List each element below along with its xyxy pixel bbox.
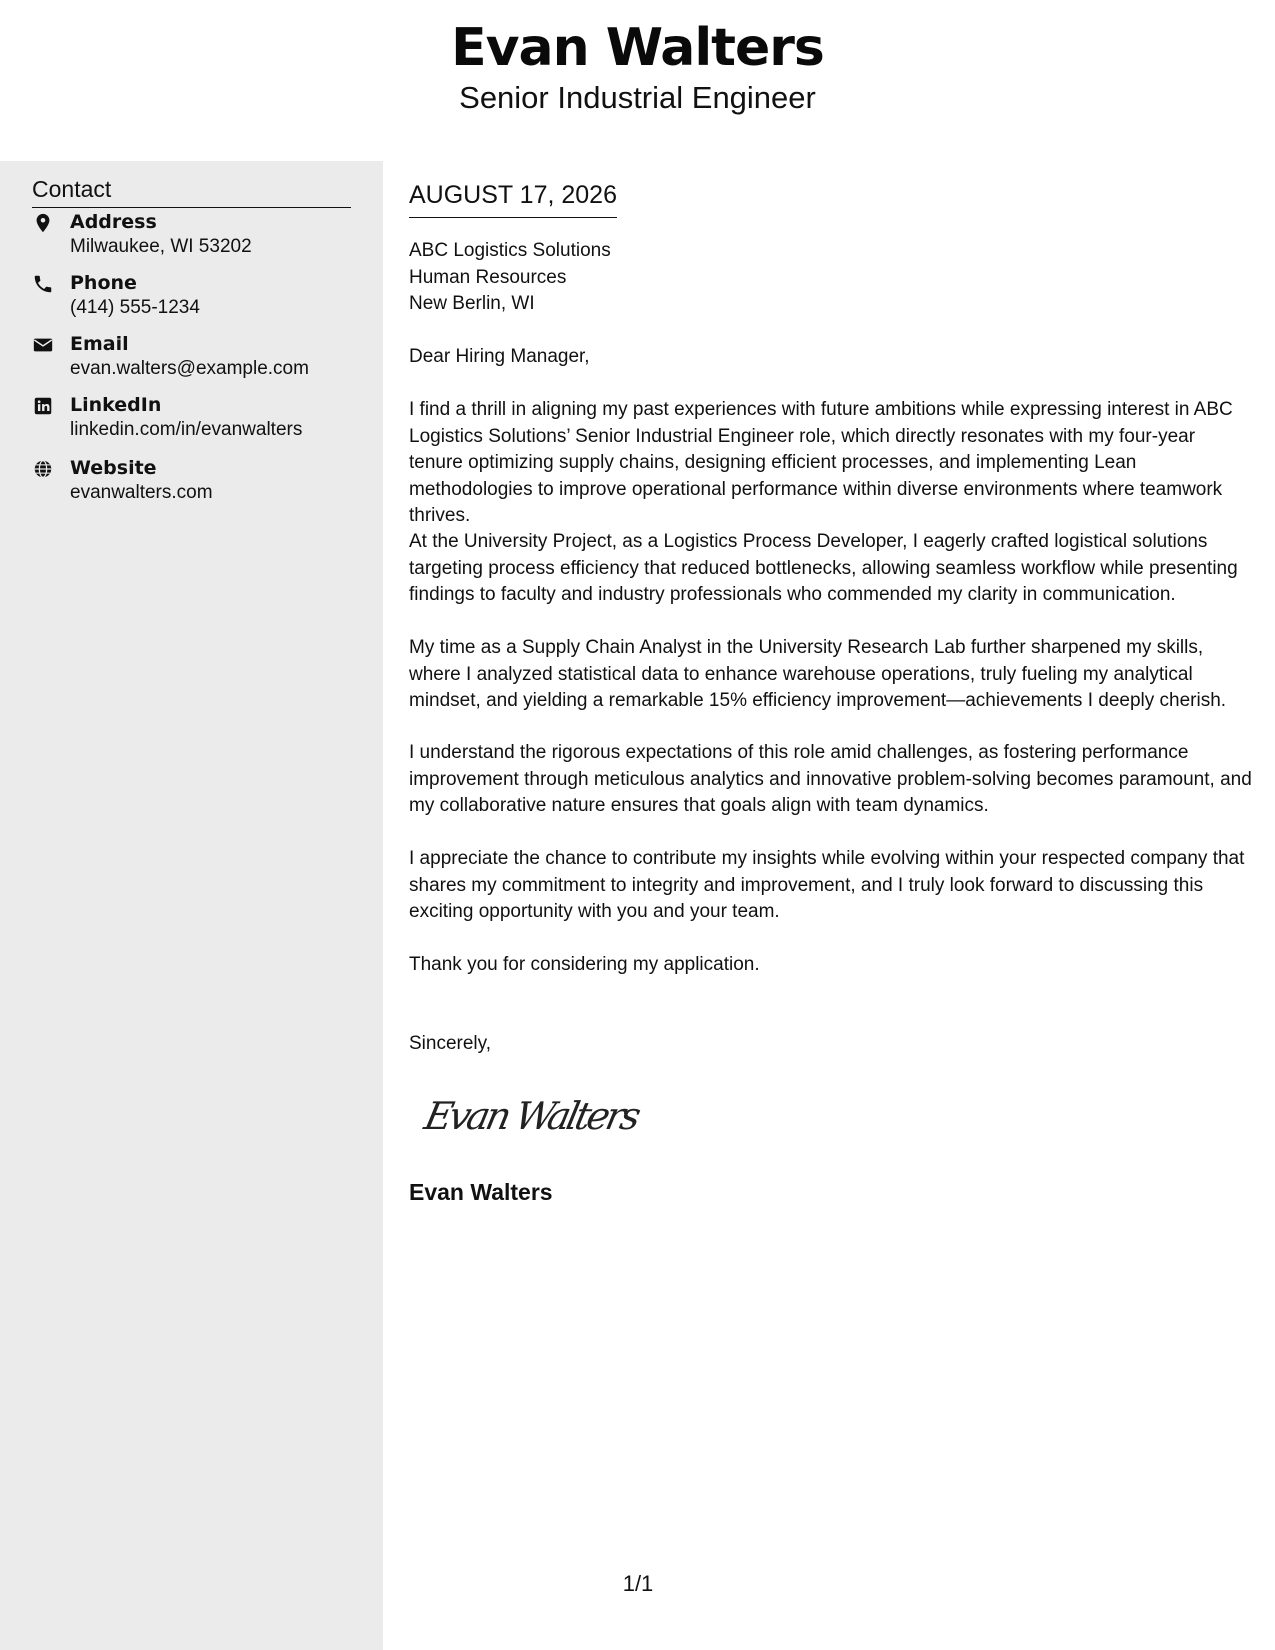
contact-item-address — [32, 210, 372, 262]
contact-label: Phone — [70, 272, 137, 294]
contact-value: evanwalters.com — [70, 482, 213, 503]
contact-item-website — [32, 456, 372, 508]
contact-sidebar — [0, 161, 383, 1650]
contact-label: Address — [70, 211, 157, 233]
applicant-title: Senior Industrial Engineer — [459, 80, 816, 115]
contact-label: Website — [70, 457, 157, 479]
recipient-department: Human Resources — [409, 266, 567, 288]
contact-heading: Contact — [32, 174, 351, 208]
recipient-company: ABC Logistics Solutions — [409, 240, 611, 261]
contact-item-linkedin — [32, 393, 372, 445]
body-paragraph: I appreciate the chance to contribute my insights while evolving within your respected company that shares my commitment to integrity and improvement, and I truly look forward to discussing this exciting opportunity with you and your team. — [409, 848, 1245, 922]
handwritten-signature — [420, 1085, 658, 1145]
contact-item-phone — [32, 271, 372, 323]
body-paragraph: My time as a Supply Chain Analyst in the University Research Lab further sharpened my skills, where I analyzed statistical data to enhance warehouse operations, truly fueling my analytical mindset, and yielding a remarkable 15% efficiency improvement—achievements I deeply cherish. — [409, 637, 1227, 711]
recipient-location: New Berlin, WI — [409, 293, 535, 314]
body-paragraph: I find a thrill in aligning my past experiences with future ambitions while expressing interest in ABC Logistics Solutions’ Senior Industrial Engineer role, which directly resonates with my four-year tenure optimizing supply chains, designing efficient processes, and implementing Lean methodologies to improve operational performance within diverse environments where teamwork thrives. — [409, 399, 1233, 526]
applicant-name: Evan Walters — [451, 18, 824, 78]
closing: Sincerely, — [409, 1033, 492, 1054]
page-number: 1/1 — [622, 1571, 654, 1596]
body-paragraph: Thank you for considering my application. — [409, 954, 760, 975]
envelope-icon — [32, 334, 54, 356]
contact-value: linkedin.com/in/evanwalters — [70, 419, 303, 440]
linkedin-icon — [32, 395, 54, 417]
body-paragraph: I understand the rigorous expectations of this role amid challenges, as fostering performance improvement through meticulous analytics and innovative problem-solving becomes paramount, and my collaborative nature ensures that goals align with team dynamics. — [409, 742, 1252, 816]
signature-name: Evan Walters — [409, 1179, 553, 1205]
letter-header — [0, 0, 1275, 161]
contact-value: Milwaukee, WI 53202 — [70, 236, 252, 257]
body-paragraph: At the University Project, as a Logistics Process Developer, I eagerly crafted logistical solutions targeting process efficiency that reduced bottlenecks, allowing seamless workflow while presenting findings to faculty and industry professionals who commended my clarity in communication. — [409, 531, 1238, 605]
map-pin-icon — [32, 212, 54, 234]
contact-value: (414) 555-1234 — [70, 297, 200, 318]
contact-label: LinkedIn — [70, 394, 162, 416]
globe-icon — [32, 458, 54, 480]
salutation: Dear Hiring Manager, — [409, 346, 590, 367]
phone-icon — [32, 273, 54, 295]
letter-date: AUGUST 17, 2026 — [409, 180, 617, 218]
recipient-block — [409, 238, 611, 318]
contact-value: evan.walters@example.com — [70, 358, 309, 379]
svg-text:Evan Walters: Evan Walters — [420, 1094, 646, 1139]
contact-item-email — [32, 332, 372, 384]
contact-label: Email — [70, 333, 129, 355]
